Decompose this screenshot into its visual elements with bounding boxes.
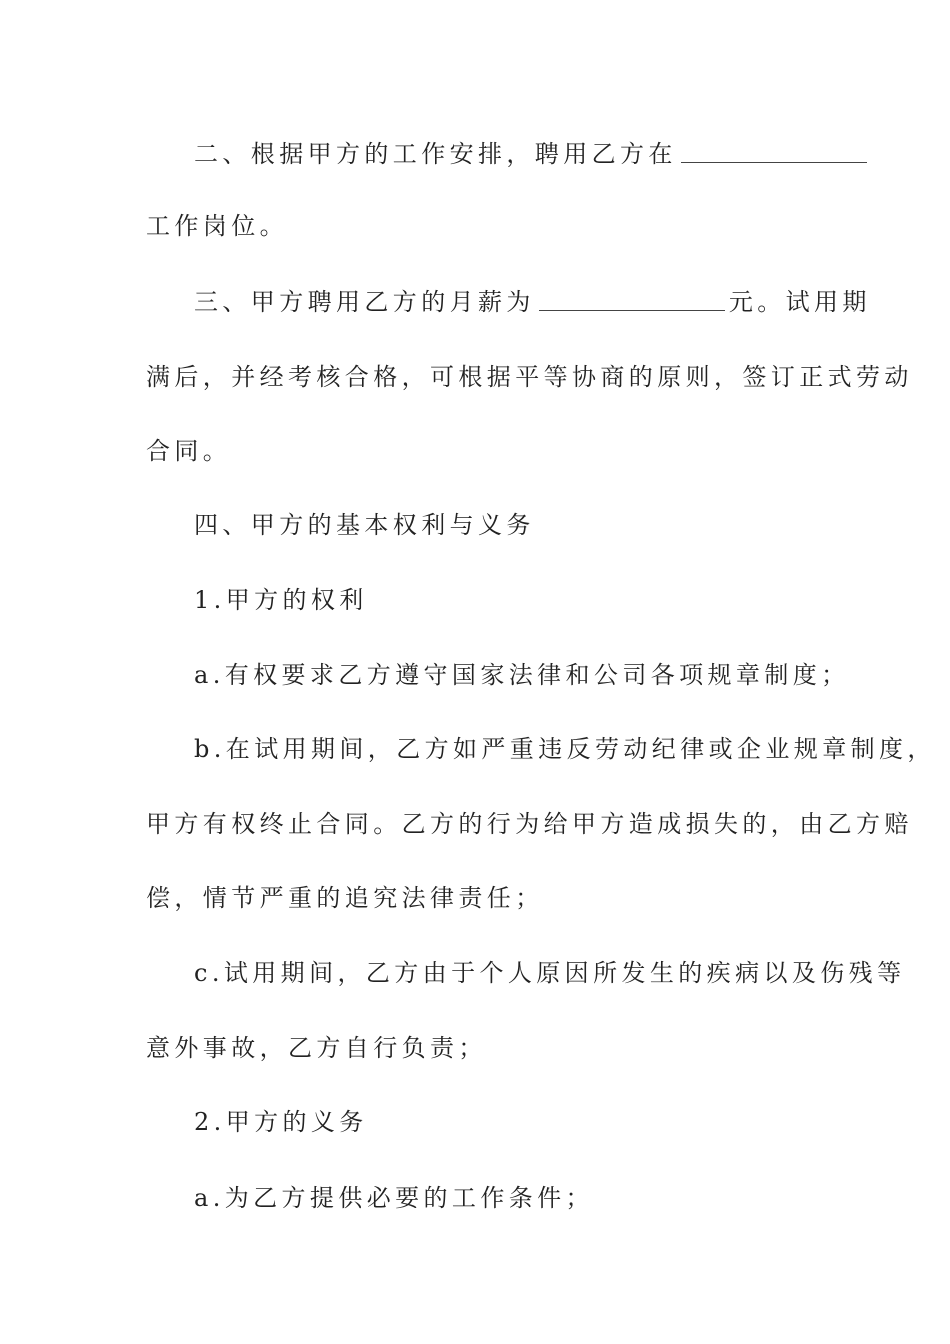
rights-item-c-line-2 <box>146 1028 826 1068</box>
clause-3-line-3-text: 合同。 <box>146 437 232 465</box>
rights-item-b-line-2 <box>146 804 913 844</box>
obligations-item-a <box>194 1178 874 1218</box>
rights-item-c-line-1 <box>194 953 906 993</box>
party-a-obligations-heading <box>194 1102 874 1142</box>
clause-3-after-blank: 元。试用期 <box>728 288 871 316</box>
rights-item-b-text-1: b.在试用期间，乙方如严重违反劳动纪律或企业规章制度， <box>194 735 936 763</box>
clause-2-continuation: 工作岗位。 <box>146 212 288 240</box>
clause-2-line-2 <box>146 206 826 246</box>
clause-4-heading <box>194 505 874 545</box>
rights-item-b-line-3 <box>146 878 826 918</box>
clause-3-text: 三、甲方聘用乙方的月薪为 <box>194 288 535 316</box>
job-position-blank <box>681 134 867 163</box>
rights-item-a <box>194 655 874 695</box>
clause-4-heading-text: 四、甲方的基本权利与义务 <box>194 511 535 539</box>
clause-2-text: 二、根据甲方的工作安排，聘用乙方在 <box>194 140 677 168</box>
monthly-salary-blank <box>539 282 725 311</box>
rights-item-b-text-2: 甲方有权终止合同。乙方的行为给甲方造成损失的，由乙方赔 <box>146 810 913 838</box>
clause-3-line-2-text: 满后，并经考核合格，可根据平等协商的原则，签订正式劳动 <box>146 363 913 391</box>
rights-item-c-text-1: c.试用期间，乙方由于个人原因所发生的疾病以及伤残等 <box>194 959 906 987</box>
clause-3-line-3 <box>146 431 826 471</box>
rights-item-c-text-2: 意外事故，乙方自行负责； <box>146 1034 487 1062</box>
party-a-rights-heading <box>194 580 874 620</box>
clause-3-line-1 <box>194 282 874 322</box>
party-a-rights-heading-text: 1.甲方的权利 <box>194 586 368 614</box>
clause-3-line-2 <box>146 357 913 397</box>
party-a-obligations-heading-text: 2.甲方的义务 <box>194 1108 368 1136</box>
obligations-item-a-text: a.为乙方提供必要的工作条件； <box>194 1184 594 1212</box>
rights-item-b-line-1 <box>194 729 936 769</box>
rights-item-b-text-3: 偿，情节严重的追究法律责任； <box>146 884 544 912</box>
rights-item-a-text: a.有权要求乙方遵守国家法律和公司各项规章制度； <box>194 661 850 689</box>
clause-2-line-1 <box>194 134 874 174</box>
